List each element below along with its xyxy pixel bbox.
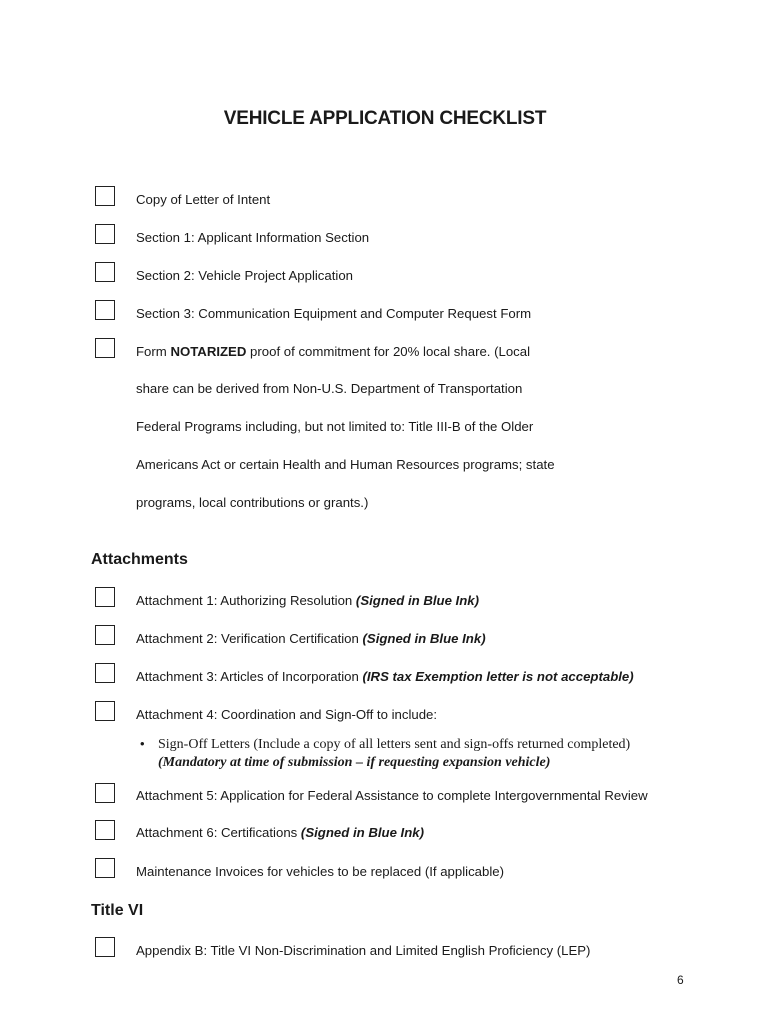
attachment-1-note: (Signed in Blue Ink): [355, 593, 480, 608]
attachments-heading: Attachments: [91, 551, 188, 568]
item-letter-of-intent: Copy of Letter of Intent: [136, 192, 271, 207]
title-vi-heading: Title VI: [91, 902, 144, 919]
notarized-line-2: share can be derived from Non-U.S. Department of Transportation: [136, 381, 523, 396]
attachment-1-label: Attachment 1: Authorizing Resolution: [136, 593, 356, 608]
notarized-prefix: Form: [136, 344, 171, 359]
checkbox-section-3[interactable]: [95, 300, 115, 320]
checkbox-section-1[interactable]: [95, 224, 115, 244]
item-section-2: Section 2: Vehicle Project Application: [136, 268, 353, 283]
checkbox-letter-of-intent[interactable]: [95, 186, 115, 206]
checkbox-attachment-1[interactable]: [95, 587, 115, 607]
attachment-6-label: Attachment 6: Certifications: [136, 825, 301, 840]
checkbox-notarized-form[interactable]: [95, 338, 115, 358]
notarized-line-5: programs, local contributions or grants.): [136, 495, 369, 510]
attachment-2-label: Attachment 2: Verification Certification: [136, 631, 363, 646]
checkbox-appendix-b[interactable]: [95, 937, 115, 957]
attachment-6-note: (Signed in Blue Ink): [300, 825, 425, 840]
attachment-2-note: (Signed in Blue Ink): [362, 631, 486, 646]
notarized-line-3: Federal Programs including, but not limited to: Title III-B of the Older: [136, 419, 534, 434]
page-number: 6: [677, 973, 684, 987]
notarized-bold: NOTARIZED: [170, 344, 247, 359]
item-attachment-2: [136, 631, 486, 647]
item-attachment-3: [136, 669, 634, 685]
notarized-line-4: Americans Act or certain Health and Human Resources programs; state: [136, 457, 555, 472]
item-attachment-5: Attachment 5: Application for Federal Assistance to complete Intergovernmental Review: [136, 788, 648, 803]
item-maintenance-invoices: Maintenance Invoices for vehicles to be replaced (If applicable): [136, 864, 504, 879]
item-notarized-form: [136, 344, 530, 360]
item-attachment-1: [136, 593, 479, 609]
checkbox-attachment-4[interactable]: [95, 701, 115, 721]
item-section-1: Section 1: Applicant Information Section: [136, 230, 370, 245]
checkbox-attachment-3[interactable]: [95, 663, 115, 683]
checkbox-attachment-6[interactable]: [95, 820, 115, 840]
notarized-suffix: proof of commitment for 20% local share. (Local: [246, 344, 531, 359]
checkbox-section-2[interactable]: [95, 262, 115, 282]
signoff-mandatory-note: (Mandatory at time of submission – if requesting expansion vehicle): [158, 755, 551, 770]
page-title: VEHICLE APPLICATION CHECKLIST: [223, 108, 547, 129]
signoff-letters-text: Sign-Off Letters (Include a copy of all letters sent and sign-offs returned completed): [158, 737, 631, 752]
bullet-icon: •: [140, 736, 145, 751]
checkbox-maintenance-invoices[interactable]: [95, 858, 115, 878]
checkbox-attachment-5[interactable]: [95, 783, 115, 803]
item-appendix-b: Appendix B: Title VI Non-Discrimination and Limited English Proficiency (LEP): [136, 943, 591, 958]
item-attachment-4: Attachment 4: Coordination and Sign-Off to include:: [136, 707, 438, 722]
item-attachment-6: [136, 825, 424, 841]
item-section-3: Section 3: Communication Equipment and Computer Request Form: [136, 306, 532, 321]
checkbox-attachment-2[interactable]: [95, 625, 115, 645]
attachment-3-note: (IRS tax Exemption letter is not acceptable): [362, 669, 634, 684]
attachment-3-label: Attachment 3: Articles of Incorporation: [136, 669, 363, 684]
